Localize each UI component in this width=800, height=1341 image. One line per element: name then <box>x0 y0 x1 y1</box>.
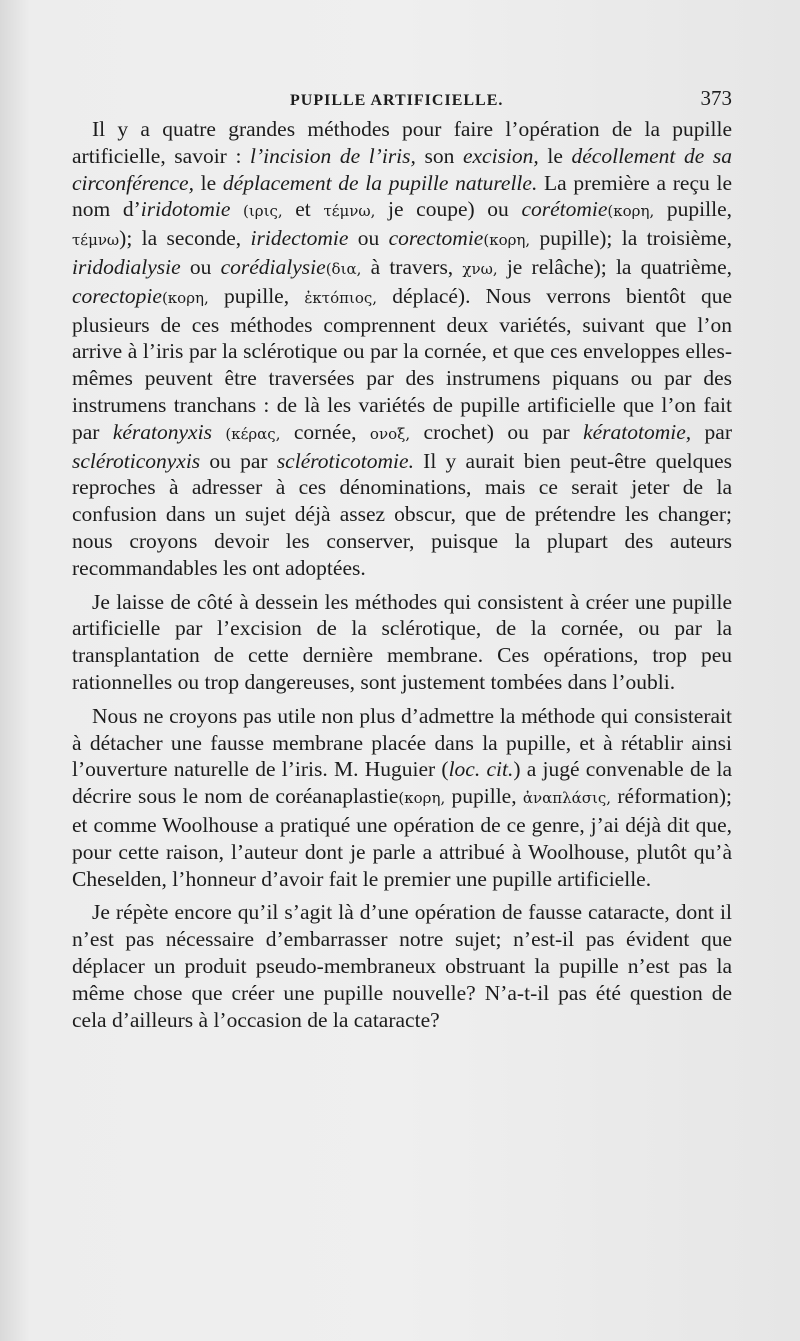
page-body <box>72 116 732 1033</box>
text-run: et <box>282 197 324 222</box>
greek-word: ἐκτόπιος, <box>304 288 378 307</box>
text-run: cornée, <box>280 419 370 444</box>
italic-term: décollement de sa circonférence, <box>72 143 732 195</box>
italic-term: l’incision de l’iris, <box>250 143 416 168</box>
italic-term: kératotomie, <box>583 419 692 444</box>
text-run: ou par <box>200 448 277 473</box>
greek-word: (κέρας, <box>225 424 281 443</box>
paragraph-coreanaplastie <box>72 703 732 893</box>
text-run: La première a reçu le nom d’ <box>72 170 732 222</box>
text-run: Il y aurait bien peut-être quelques reproches à adresser à ces dénominations, mais ce serait jeter de la confusion dans un sujet déjà assez obscur, que de prétendre les changer; nous croyons devoir les conserver, puisque la plupart des auteurs recommandables les ont adoptées. <box>72 448 732 580</box>
italic-term: déplacement de la pupille naturelle. <box>222 170 538 195</box>
greek-word: (δια, <box>325 259 362 278</box>
greek-word: χνω, <box>462 259 498 278</box>
italic-term: loc. cit. <box>448 757 514 782</box>
italic-term: kératonyxis <box>112 419 212 444</box>
paragraph-false-cataract: Je répète encore qu’il s’agit là d’une opération de fausse cataracte, dont il n’est pas nécessaire d’embarrasser notre sujet; n’est-il pas évident que déplacer un produit pseudo-membraneux obstruant la pupille n’est pas la même chose que créer une pupille nouvelle? N’a-t-il pas été question de cela d’ailleurs à l’occasion de la cataracte? <box>72 900 732 1032</box>
text-run: ou <box>348 226 389 251</box>
greek-word: (κορη, <box>483 231 531 250</box>
text-run: pupille, <box>445 784 523 809</box>
text-run: réformation); et comme Woolhouse a pratiqué une opération de ce genre, j’ai déjà dit que, pour cette raison, l’auteur dont je parle a attribué à Woolhouse, plutôt qu’à Cheselden, l’honneur d’avoir fait le premier une pupille artificielle. <box>72 784 732 891</box>
paragraph-excluded-methods: Je laisse de côté à dessein les méthodes qui consistent à créer une pupille artificielle par l’excision de la sclérotique, de la cornée, ou par la transplantation de cette dernière membrane. Ces opérations, trop peu rationnelles ou trop dangereuses, sont justement tombées dans l’oubli. <box>72 589 732 694</box>
greek-word: (ιρις, <box>243 202 283 221</box>
italic-term: iridodialysie <box>72 254 181 279</box>
text-run: ); la seconde, <box>119 226 251 251</box>
greek-word: (κορη, <box>607 202 655 221</box>
text-run: le <box>193 170 223 195</box>
text-run: à travers, <box>361 254 463 279</box>
text-run: pupille); la troisième, <box>530 226 732 251</box>
italic-term: corectomie <box>388 226 484 251</box>
text-run: je relâche); la quatrième, <box>497 254 733 279</box>
text-run: pupille, <box>654 197 732 222</box>
greek-word: ονοξ, <box>369 424 411 443</box>
text-run: ) a jugé convenable de la décrire sous le nom de coréanaplastie <box>72 757 732 809</box>
text-run: le <box>538 143 572 168</box>
greek-word: (κορη, <box>161 288 209 307</box>
text-run: pupille, <box>208 283 305 308</box>
italic-term: scléroticotomie. <box>276 448 414 473</box>
italic-term: scléroticonyxis <box>72 448 201 473</box>
greek-word: τέμνω, <box>323 202 376 221</box>
text-run: je coupe) ou <box>375 197 522 222</box>
italic-term: corédialysie <box>220 254 326 279</box>
text-run: crochet) ou par <box>410 419 584 444</box>
italic-term: iridotomie <box>140 197 231 222</box>
italic-term: corectopie <box>72 283 162 308</box>
text-run: déplacé). Nous verrons bientôt que plusieurs de ces méthodes comprennent deux variétés, suivant que l’on arrive à l’iris par la sclérotique ou par la cornée, et que ces enveloppes elles-mêmes peuvent être traversées par des instrumens piquans ou par des instrumens tranchans : de là les variétés de pupille artificielle que l’on fait par <box>72 283 733 444</box>
text-run: Nous ne croyons pas utile non plus d’admettre la méthode qui consisterait à détacher une fausse membrane placée dans la pupille, et à rétablir ainsi l’ouverture naturelle de l’iris. M. Huguier ( <box>72 703 732 782</box>
running-title: PUPILLE ARTIFICIELLE. <box>290 92 504 109</box>
greek-word: τέμνω <box>72 231 120 250</box>
text-run: Il y a quatre grandes méthodes pour faire l’opération de la pupille artificielle, savoir : <box>72 117 732 168</box>
text-run: par <box>691 419 732 444</box>
text-run: ou <box>180 254 221 279</box>
italic-term: corétomie <box>521 197 608 222</box>
italic-term: iridectomie <box>250 226 349 251</box>
greek-word: (κορη, <box>398 789 446 808</box>
paragraph-methods <box>72 116 732 582</box>
italic-term: excision, <box>462 143 539 168</box>
page-header <box>72 84 732 118</box>
page-number: 373 <box>700 86 732 110</box>
greek-word: ἀναπλάσις, <box>522 789 612 808</box>
text-run: son <box>415 143 463 168</box>
